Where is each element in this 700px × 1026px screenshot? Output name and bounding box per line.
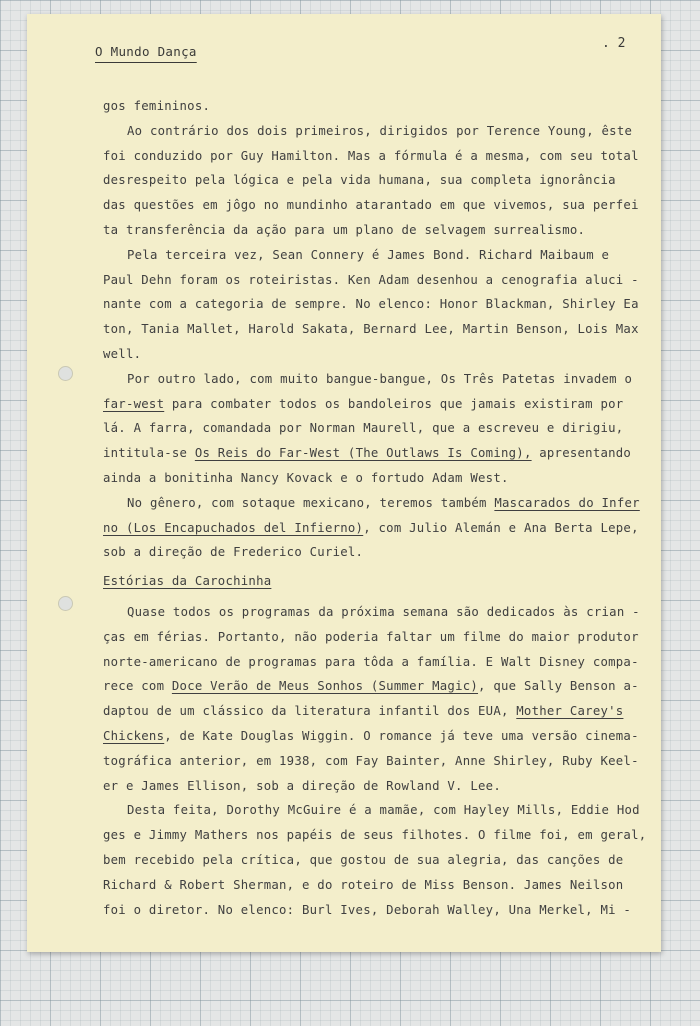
text-segment: nante com a categoria de sempre. No elenco: Honor Blackman, Shirley Ea: [103, 297, 639, 312]
page-number: . 2: [602, 36, 626, 51]
text-segment: Paul Dehn foram os roteiristas. Ken Adam desenhou a cenografia aluci -: [103, 272, 639, 287]
underlined-title: far-west: [103, 396, 165, 411]
text-segment: ta transferência da ação para um plano de selvagem surrealismo.: [103, 222, 586, 237]
text-line: [103, 823, 647, 848]
text-line: [103, 168, 643, 193]
text-segment: well.: [103, 346, 142, 361]
text-line: [103, 848, 643, 873]
text-line: [103, 774, 643, 799]
text-line: [103, 441, 643, 466]
text-line: [103, 119, 643, 144]
text-segment: ges e Jimmy Mathers nos papéis de seus filhotes. O filme foi, em geral,: [103, 828, 647, 843]
text-segment: , que Sally Benson a-: [478, 679, 639, 694]
text-segment: sob a direção de Frederico Curiel.: [103, 545, 364, 560]
text-segment: intitula-se: [103, 446, 195, 461]
text-segment: gos femininos.: [103, 99, 211, 113]
text-segment: lá. A farra, comandada por Norman Maurell, que a escreveu e dirigiu,: [103, 421, 624, 436]
underlined-title: Os Reis do Far-West (The Outlaws Is Coming),: [194, 446, 532, 461]
text-line: [103, 317, 643, 342]
text-line: [103, 540, 643, 565]
text-line: [103, 749, 643, 774]
text-line: [103, 416, 643, 441]
text-line: [103, 268, 643, 293]
text-segment: foi conduzido por Guy Hamilton. Mas a fórmula é a mesma, com seu total: [103, 148, 639, 163]
text-segment: ainda a bonitinha Nancy Kovack e o fortudo Adam West.: [103, 470, 509, 485]
underlined-title: Mascarados do Infer: [494, 495, 640, 510]
text-segment: No gênero, com sotaque mexicano, teremos também: [127, 495, 495, 510]
text-line: [103, 193, 643, 218]
text-segment: Richard & Robert Sherman, e do roteiro de Miss Benson. James Neilson: [103, 877, 624, 892]
text-line: [103, 466, 643, 491]
text-segment: er e James Ellison, sob a direção de Rowland V. Lee.: [103, 778, 501, 793]
text-segment: rece com: [103, 679, 172, 694]
text-segment: Quase todos os programas da próxima semana são dedicados às crian -: [127, 604, 640, 619]
underlined-title: no (Los Encapuchados del Infierno): [103, 520, 364, 535]
text-segment: das questões em jôgo no mundinho atarantado em que vivemos, sua perfei: [103, 198, 639, 213]
section-heading: Estórias da Carochinha: [103, 574, 272, 589]
text-segment: apresentando: [531, 446, 632, 461]
text-segment: tográfica anterior, em 1938, com Fay Bainter, Anne Shirley, Ruby Keel-: [103, 753, 639, 768]
text-segment: ton, Tania Mallet, Harold Sakata, Bernard Lee, Martin Benson, Lois Max: [103, 322, 639, 337]
punch-hole: [58, 366, 73, 381]
page-header: [95, 44, 197, 59]
text-line: [103, 392, 643, 417]
text-segment: , com Julio Alemán e Ana Berta Lepe,: [363, 520, 639, 535]
text-line: [103, 342, 643, 367]
typewritten-page: [27, 14, 661, 952]
underlined-title: Doce Verão de Meus Sonhos (Summer Magic): [171, 679, 479, 694]
text-segment: Por outro lado, com muito bangue-bangue, Os Três Patetas invadem o: [127, 371, 633, 386]
text-segment: , de Kate Douglas Wiggin. O romance já teve uma versão cinema-: [164, 728, 639, 743]
text-line: [103, 600, 643, 625]
header-title: O Mundo Dança: [95, 44, 197, 59]
text-line: [103, 218, 643, 243]
text-segment: para combater todos os bandoleiros que jamais existiram por: [164, 396, 624, 411]
text-line: [103, 724, 643, 749]
text-line: [103, 674, 643, 699]
text-segment: desrespeito pela lógica e pela vida humana, sua completa ignorância: [103, 173, 616, 188]
text-line: [103, 292, 643, 317]
article-body: [103, 94, 647, 922]
text-line: [103, 798, 643, 823]
text-segment: foi o diretor. No elenco: Burl Ives, Deborah Walley, Una Merkel, Mi -: [103, 902, 632, 917]
text-line: [103, 625, 643, 650]
text-line: [103, 367, 643, 392]
text-line: [103, 243, 643, 268]
text-line: [103, 873, 643, 898]
text-line: [103, 650, 643, 675]
text-segment: Pela terceira vez, Sean Connery é James Bond. Richard Maibaum e: [127, 247, 610, 262]
text-line: [103, 94, 643, 119]
text-segment: ças em férias. Portanto, não poderia faltar um filme do maior produtor: [103, 629, 639, 644]
text-segment: bem recebido pela crítica, que gostou de sua alegria, das canções de: [103, 852, 624, 867]
text-segment: Ao contrário dos dois primeiros, dirigidos por Terence Young, êste: [127, 123, 633, 138]
underlined-title: Chickens: [103, 728, 165, 743]
text-line: [103, 491, 643, 516]
text-line: [103, 699, 643, 724]
text-line: [103, 898, 643, 923]
underlined-title: Mother Carey's: [516, 704, 624, 719]
text-segment: daptou de um clássico da literatura infantil dos EUA,: [103, 704, 517, 719]
punch-hole: [58, 596, 73, 611]
text-line: [103, 144, 643, 169]
text-segment: norte-americano de programas para tôda a família. E Walt Disney compa-: [103, 654, 639, 669]
text-line: [103, 516, 643, 541]
text-segment: Desta feita, Dorothy McGuire é a mamãe, com Hayley Mills, Eddie Hod: [127, 803, 640, 818]
